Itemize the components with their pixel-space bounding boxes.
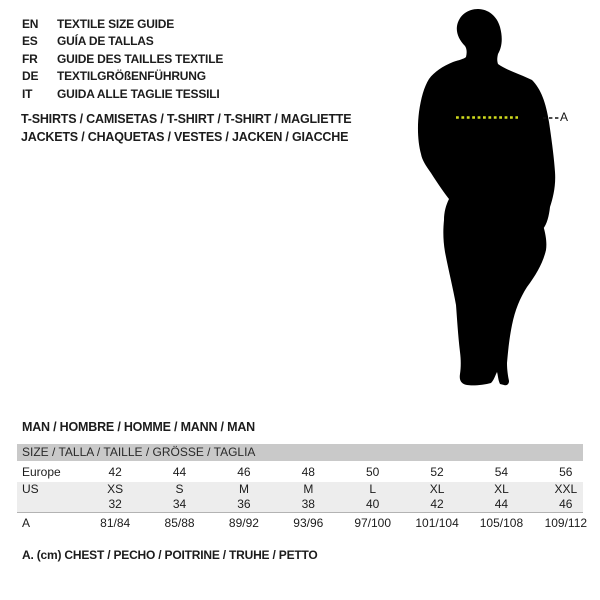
size-cell: 48 [301, 465, 315, 479]
us-size-block [17, 482, 583, 513]
size-table [17, 444, 588, 532]
language-code: EN [22, 17, 39, 31]
size-cell: 101/104 [415, 516, 459, 530]
man-silhouette [368, 4, 584, 396]
size-cell: 32 [108, 497, 122, 511]
size-cell: 44 [172, 465, 187, 479]
size-cell: 46 [237, 465, 251, 479]
measurement-footnote: A. (cm) CHEST / PECHO / POITRINE / TRUHE / PETTO [22, 548, 318, 562]
language-code: FR [22, 51, 38, 66]
size-cell: 46 [559, 497, 573, 511]
size-cell: 50 [366, 465, 380, 479]
size-cell: M [303, 482, 314, 496]
size-cell: 34 [172, 497, 187, 511]
size-cell: 93/96 [293, 516, 324, 530]
language-label: GUIDE DES TAILLES TEXTILE [57, 51, 224, 66]
row-label: US [22, 482, 39, 496]
language-code: ES [22, 34, 38, 49]
table-row-europe [17, 463, 583, 482]
size-cell: 89/92 [228, 516, 259, 530]
row-values [83, 463, 598, 482]
category-line-jackets: JACKETS / CHAQUETAS / VESTES / JACKEN / GIACCHE [21, 130, 349, 145]
row-label [17, 497, 83, 512]
size-cell: XXL [554, 482, 578, 496]
size-cell: 42 [430, 497, 444, 511]
row-values [83, 514, 598, 532]
size-cell: S [175, 482, 184, 496]
language-label: TEXTILE SIZE GUIDE [57, 17, 175, 31]
size-cell: XS [107, 482, 124, 496]
language-row-en [22, 16, 223, 33]
size-cell: 81/84 [100, 516, 131, 530]
row-label: A [22, 516, 31, 530]
size-cell: 105/108 [479, 516, 524, 530]
measure-label-a: A [560, 110, 569, 124]
size-table-header: SIZE / TALLA / TAILLE / GRÖSSE / TAGLIA [17, 444, 583, 461]
size-cell: 85/88 [164, 516, 195, 530]
size-cell: L [369, 482, 377, 496]
language-label: TEXTILGRÖßENFÜHRUNG [57, 69, 206, 84]
size-cell: 38 [301, 497, 315, 511]
row-values [83, 497, 598, 512]
size-cell: 56 [559, 465, 573, 479]
language-row-it [22, 86, 223, 103]
row-label: Europe [22, 465, 61, 479]
language-label: GUIDA ALLE TAGLIE TESSILI [57, 86, 220, 101]
size-cell: 109/112 [544, 516, 588, 530]
language-code: DE [22, 69, 39, 84]
size-cell: 40 [366, 497, 380, 511]
language-guide-list [22, 16, 223, 103]
section-title-man: MAN / HOMBRE / HOMME / MANN / MAN [22, 420, 255, 434]
size-cell: 42 [108, 465, 122, 479]
size-cell: M [238, 482, 249, 496]
language-label: GUÍA DE TALLAS [57, 34, 154, 49]
size-cell: 54 [494, 465, 509, 479]
size-cell: XL [429, 482, 445, 496]
size-cell: XL [494, 482, 509, 496]
size-cell: 52 [430, 465, 444, 479]
table-row-us-numbers [17, 497, 583, 512]
language-code: IT [22, 86, 33, 101]
table-row-us-letters [17, 482, 583, 497]
table-row-chest-a [17, 514, 588, 532]
size-cell: 44 [494, 497, 509, 511]
category-line-tshirts: T-SHIRTS / CAMISETAS / T-SHIRT / T-SHIRT / MAGLIETTE [21, 112, 352, 126]
man-silhouette-shape [418, 9, 555, 385]
language-row-fr [22, 51, 223, 68]
garment-category-block [21, 110, 351, 147]
size-cell: 97/100 [354, 516, 392, 530]
language-row-es [22, 33, 223, 50]
size-cell: 36 [237, 497, 251, 511]
language-row-de [22, 68, 223, 85]
row-values [83, 482, 598, 497]
